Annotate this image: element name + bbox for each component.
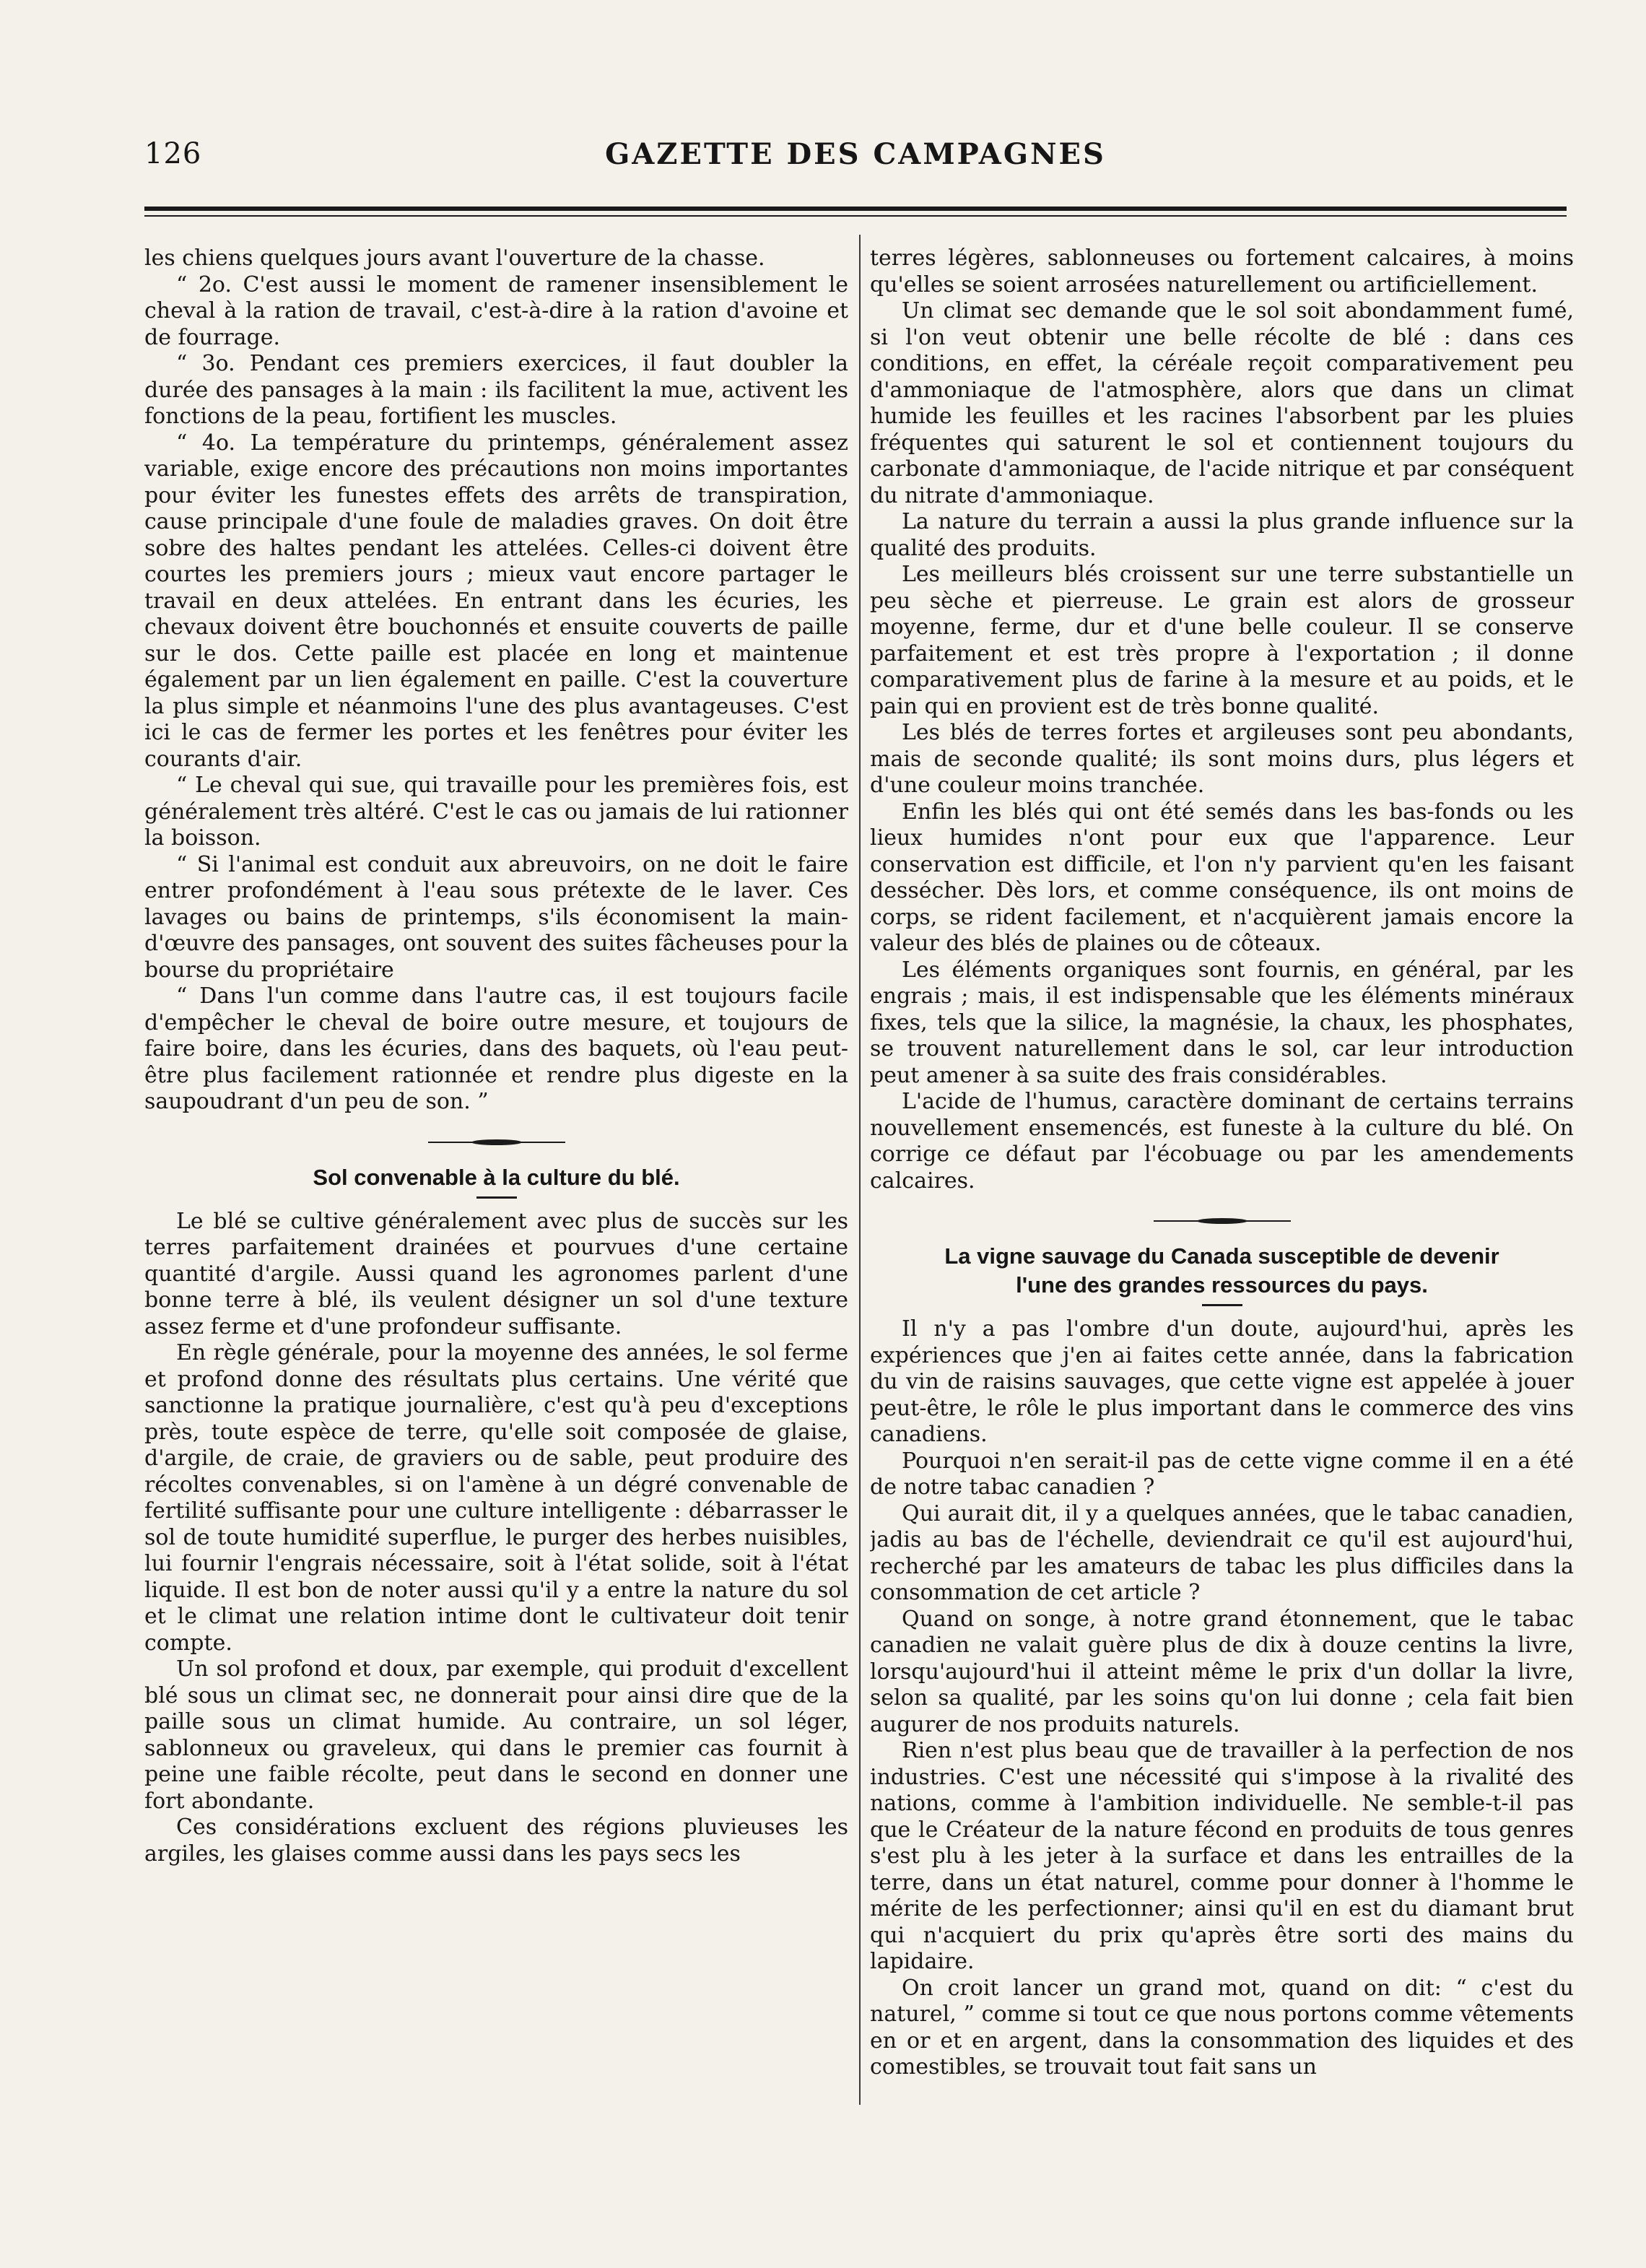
header-rule-thick	[144, 207, 1567, 211]
page-header	[144, 137, 1567, 181]
paragraph: Les éléments organiques sont fournis, en général, par les engrais ; mais, il est indispensable que les éléments minéraux fixes, tels que la silice, la magnésie, la chaux, les phosphates, se trouvent naturellement dans le sol, car leur introduction peut amener à sa suite des frais considérables.	[870, 957, 1574, 1088]
page-number: 126	[144, 137, 202, 170]
paragraph: Il n'y a pas l'ombre d'un doute, aujourd'hui, après les expériences que j'en ai faites cette année, dans la fabrication du vin de raisins sauvages, que cette vigne est appelée à jouer peut-être, le rôle le plus important dans le commerce des vins canadiens.	[870, 1316, 1574, 1447]
paragraph: “ 4o. La température du printemps, généralement assez variable, exige encore des précautions non moins importantes pour éviter les funestes effets des arrêts de transpiration, cause principale d'une foule de maladies graves. On doit être sobre des haltes pendant les attelées. Celles-ci doivent être courtes les premiers jours ; mieux vaut encore partager le travail en deux attelées. En entrant dans les écuries, les chevaux doivent être bouchonnés et ensuite couverts de paille sur le dos. Cette paille est placée en long et maintenue également par un lien également en paille. C'est la couverture la plus simple et néanmoins l'une des plus avantageuses. C'est ici le cas de fermer les portes et les fenêtres pour éviter les courants d'air.	[144, 430, 848, 772]
paragraph: Quand on songe, à notre grand étonnement, que le tabac canadien ne valait guère plus de dix à douze centins la livre, lorsqu'aujourd'hui il atteint même le prix d'un dollar la livre, selon sa qualité, par les soins qu'on lui donne ; cela fait bien augurer de nos produits naturels.	[870, 1606, 1574, 1737]
paragraph: En règle générale, pour la moyenne des années, le sol ferme et profond donne des résultats plus certains. Une vérité que sanctionne la pratique journalière, c'est qu'à peu d'exceptions près, toute espèce de terre, qu'elle soit composée de glaise, d'argile, de craie, de graviers ou de sable, peut produire des récoltes convenables, si on l'amène à un dégré convenable de fertilité suffisante pour une culture intelligente : débarrasser le sol de toute humidité superflue, le purger des herbes nuisibles, lui fournir l'engrais nécessaire, soit à l'état solide, soit à l'état liquide. Il est bon de noter aussi qu'il y a entre la nature du sol et le climat une relation intime dont le cultivateur doit tenir compte.	[144, 1340, 848, 1656]
paragraph: Un climat sec demande que le sol soit abondamment fumé, si l'on veut obtenir une belle récolte de blé : dans ces conditions, en effet, la céréale reçoit comparativement peu d'ammoniaque de l'atmosphère, alors que dans un climat humide les feuilles et les racines l'absorbent par les pluies fréquentes qui saturent le sol et contiennent toujours du carbonate d'ammoniaque, de l'acide nitrique et par conséquent du nitrate d'ammoniaque.	[870, 298, 1574, 508]
paragraph: Le blé se cultive généralement avec plus de succès sur les terres parfaitement drainées et pourvues d'une certaine quantité d'argile. Aussi quand les agronomes parlent d'une bonne terre à blé, ils veulent désigner un sol d'une texture assez ferme et d'une profondeur suffisante.	[144, 1208, 848, 1339]
paragraph: “ Dans l'un comme dans l'autre cas, il est toujours facile d'empêcher le cheval de boire outre mesure, et toujours de faire boire, dans les écuries, dans des baquets, où l'eau peut-être plus facilement rationnée et rendre plus digeste en la saupoudrant d'un peu de son. ”	[144, 983, 848, 1114]
title-dash	[1202, 1304, 1242, 1306]
section-ornament-rule	[870, 1210, 1574, 1232]
title-dash	[476, 1196, 517, 1199]
section-title-wild-grape-line2: l'une des grandes ressources du pays.	[1016, 1272, 1428, 1298]
section-ornament-rule	[144, 1131, 848, 1153]
paragraph: L'acide de l'humus, caractère dominant de certains terrains nouvellement ensemencés, est funeste à la culture du blé. On corrige ce défaut par l'écobuage ou par les amendements calcaires.	[870, 1089, 1574, 1194]
paragraph: Un sol profond et doux, par exemple, qui produit d'excellent blé sous un climat sec, ne donnerait pour ainsi dire que de la paille sous un climat humide. Au contraire, un sol léger, sablonneux ou graveleux, qui dans le premier cas fournit à peine une faible récolte, peut dans le second en donner une fort abondante.	[144, 1656, 848, 1814]
paragraph: Qui aurait dit, il y a quelques années, que le tabac canadien, jadis au bas de l'échelle, deviendrait ce qu'il est aujourd'hui, recherché par les amateurs de tabac les plus difficiles dans la consommation de cet article ?	[870, 1500, 1574, 1605]
paragraph: Pourquoi n'en serait-il pas de cette vigne comme il en a été de notre tabac canadien ?	[870, 1448, 1574, 1500]
paragraph: les chiens quelques jours avant l'ouverture de la chasse.	[144, 246, 765, 271]
paragraph: “ 2o. C'est aussi le moment de ramener insensiblement le cheval à la ration de travail, c'est-à-dire à la ration d'avoine et de fourrage.	[144, 271, 848, 350]
right-column	[870, 246, 1574, 2094]
paragraph: Enfin les blés qui ont été semés dans les bas-fonds ou les lieux humides n'ont pour eux que l'apparence. Leur conservation est difficile, et l'on n'y parvient qu'en les faisant dessécher. Dès lors, et comme conséquence, ils ont moins de corps, se rident facilement, et n'acquièrent jamais encore la valeur des blés de plaines ou de côteaux.	[870, 799, 1574, 956]
paragraph: Les meilleurs blés croissent sur une terre substantielle un peu sèche et pierreuse. Le grain est alors de grosseur moyenne, ferme, dur et d'une belle couleur. Il se conserve parfaitement et est très propre à l'exportation ; il donne comparativement plus de farine à la mesure et au poids, et le pain qui en provient est de très bonne qualité.	[870, 562, 1574, 719]
section-title-wild-grape-line1: La vigne sauvage du Canada susceptible de devenir	[944, 1243, 1499, 1269]
paragraph: “ Le cheval qui sue, qui travaille pour les premières fois, est généralement très altéré. C'est le cas ou jamais de lui rationner la boisson.	[144, 773, 848, 851]
header-rule-thin	[144, 215, 1567, 217]
paragraph: Ces considérations excluent des régions pluvieuses les argiles, les glaises comme aussi dans les pays secs les	[144, 1815, 848, 1867]
paragraph: Rien n'est plus beau que de travailler à la perfection de nos industries. C'est une nécessité qui s'impose à la rivalité des nations, comme à l'ambition individuelle. Ne semble-t-il pas que le Créateur de la nature fécond en produits de tous genres s'est plu à les jeter à la surface et dans les entrailles de la terre, dans un état naturel, comme pour donner à l'homme le mérite de les perfectionner; ainsi qu'il en est du diamant brut qui n'acquiert du prix qu'après être sorti des mains du lapidaire.	[870, 1738, 1574, 1974]
paragraph: “ 3o. Pendant ces premiers exercices, il faut doubler la durée des pansages à la main : ils facilitent la mue, activent les fonctions de la peau, fortifient les muscles.	[144, 351, 848, 429]
paragraph: “ Si l'animal est conduit aux abreuvoirs, on ne doit le faire entrer profondément à l'eau sous prétexte de le laver. Ces lavages ou bains de printemps, s'ils économisent la main-d'œuvre des pansages, ont souvent des suites fâcheuses pour la bourse du propriétaire	[144, 851, 848, 983]
paragraph: La nature du terrain a aussi la plus grande influence sur la qualité des produits.	[870, 509, 1574, 561]
section-title-wheat-soil: Sol convenable à la culture du blé.	[313, 1164, 680, 1190]
paragraph: Les blés de terres fortes et argileuses sont peu abondants, mais de seconde qualité; ils sont moins durs, plus légers et d'une couleur moins tranchée.	[870, 720, 1574, 798]
paragraph: terres légères, sablonneuses ou fortement calcaires, à moins qu'elles se soient arrosées naturellement ou artificiellement.	[870, 246, 1574, 297]
column-divider	[859, 235, 861, 2105]
journal-title: GAZETTE DES CAMPAGNES	[605, 137, 1106, 171]
paragraph: On croit lancer un grand mot, quand on dit: “ c'est du naturel, ” comme si tout ce que nous portons comme vêtements en or et en argent, dans la consommation des liquides et des comestibles, se trouvait tout fait sans un	[870, 1975, 1574, 2080]
left-column	[144, 246, 848, 2094]
